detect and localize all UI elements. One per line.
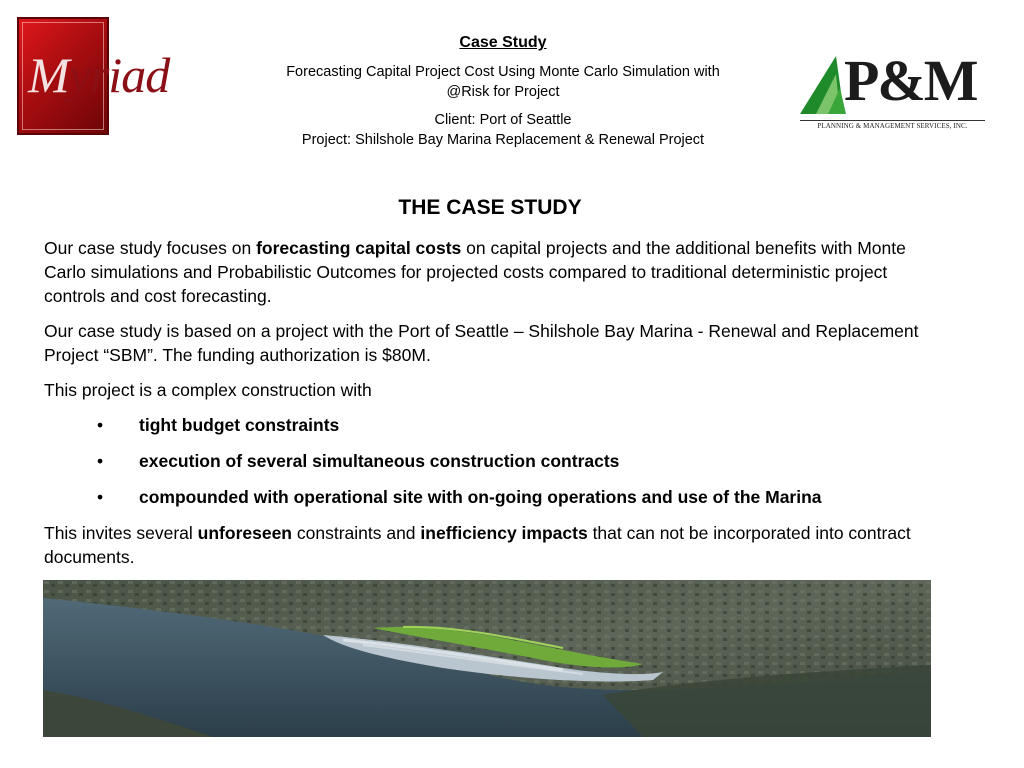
section-title: THE CASE STUDY: [398, 196, 582, 219]
pm-logo: [800, 48, 985, 132]
body-text: [44, 236, 944, 580]
subtitle-line-2: @Risk for Project: [446, 84, 560, 100]
case-study-title: Case Study: [459, 34, 547, 51]
bullet-list: [44, 413, 944, 509]
paragraph-4: This invites several unforeseen constraints and inefficiency impacts that can not be incorporated into contract documents.: [44, 523, 911, 567]
myriad-logo-text: Myriad: [28, 47, 170, 103]
paragraph-2: Our case study is based on a project with the Port of Seattle – Shilshole Bay Marina - Renewal and Replacement Project “SBM”. The funding authorization is $80M.: [44, 321, 919, 365]
list-item: • tight budget constraints: [97, 415, 340, 435]
aerial-marina-photo: [43, 580, 931, 737]
pm-logo-tagline: PLANNING & MANAGEMENT SERVICES, INC.: [800, 120, 985, 130]
pm-logo-mark: P&M: [844, 48, 977, 113]
client-line: Client: Port of Seattle: [434, 112, 572, 128]
bullet-icon: •: [97, 451, 104, 471]
header: [230, 33, 776, 150]
project-line: Project: Shilshole Bay Marina Replacement & Renewal Project: [301, 132, 705, 148]
paragraph-1: Our case study focuses on forecasting capital costs on capital projects and the additional benefits with Monte Carlo simulations and Probabilistic Outcomes for projected costs compared to traditional deterministic project controls and cost forecasting.: [44, 238, 906, 306]
list-item: • compounded with operational site with on-going operations and use of the Marina: [97, 487, 822, 507]
subtitle-line-1: Forecasting Capital Project Cost Using Monte Carlo Simulation with: [286, 64, 720, 80]
bullet-icon: •: [97, 487, 104, 507]
mountain-icon: [800, 52, 850, 114]
list-item: • execution of several simultaneous construction contracts: [97, 451, 620, 471]
paragraph-3: This project is a complex construction with: [44, 380, 372, 400]
bullet-icon: •: [97, 415, 104, 435]
